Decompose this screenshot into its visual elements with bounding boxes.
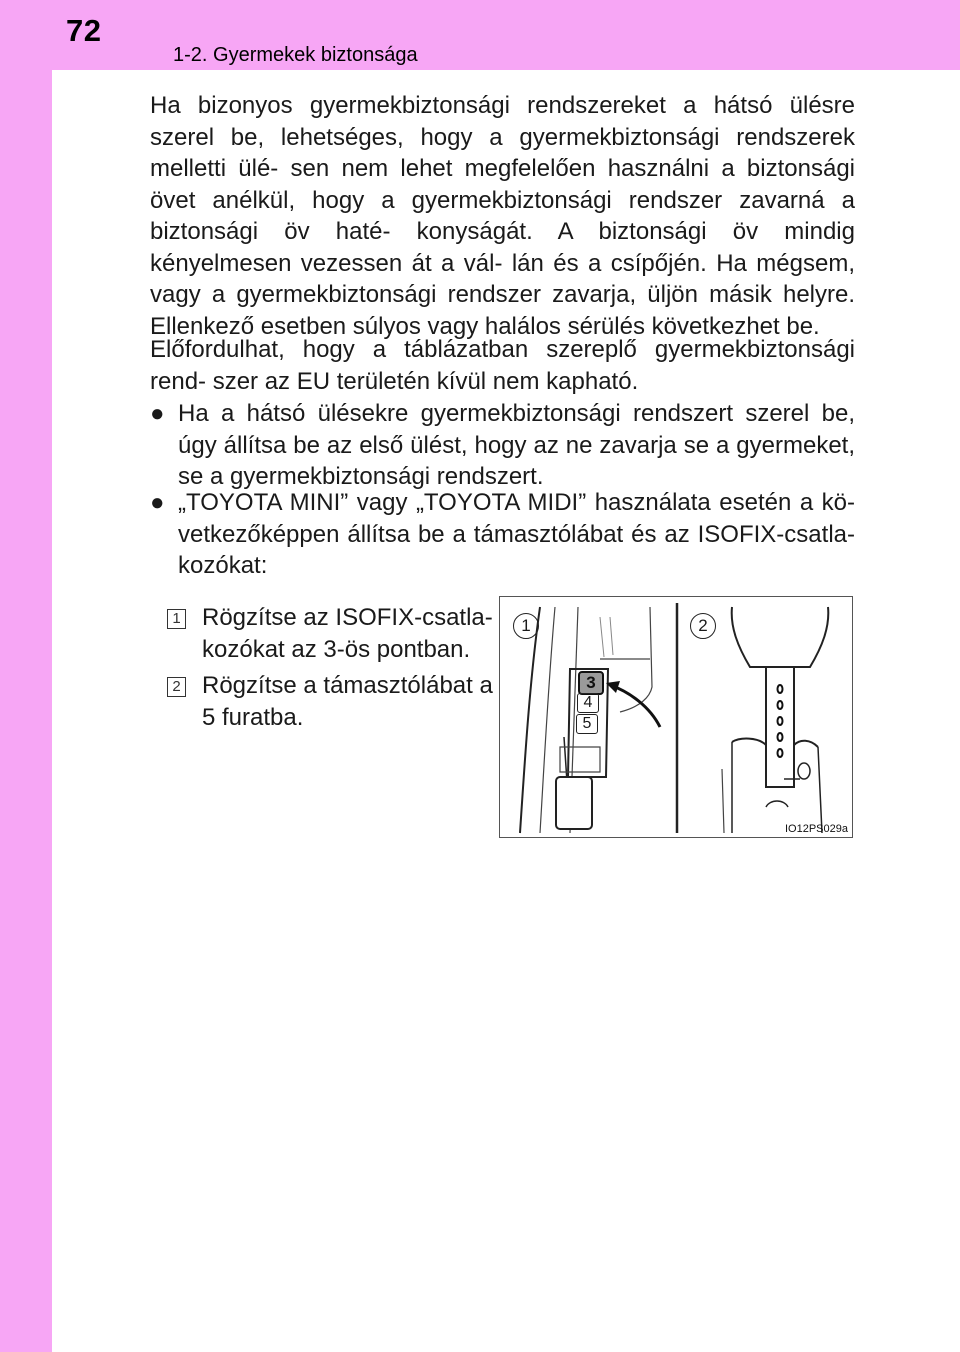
slot-label-3: 3: [578, 671, 604, 695]
page-number: 72: [66, 13, 102, 48]
bullet-toyota-mini-midi: [150, 487, 855, 582]
step-text: Rögzítse az ISOFIX-csatla- kozókat az 3-ös pontban.: [202, 604, 493, 663]
slot-label-4: 4: [577, 693, 599, 713]
bullet-dot-icon: ●: [150, 489, 165, 516]
step-1: [167, 602, 497, 665]
step-text: Rögzítse a támasztólábat a 5 furatba.: [202, 672, 493, 731]
panel-label-2: 2: [690, 613, 716, 639]
section-title: 1-2. Gyermekek biztonsága: [173, 44, 418, 66]
bullet-text: „TOYOTA MINI” vagy „TOYOTA MIDI” használata esetén a kö- vetkezőképpen állítsa be a támasztólábat és az ISOFIX-csatla- kozókat:: [178, 489, 855, 579]
step-number: 1: [167, 609, 186, 629]
slot-label-5: 5: [576, 714, 598, 734]
bullet-text: Ha a hátsó ülésekre gyermekbiztonsági rendszert szerel be, úgy állítsa be az első ülést, hogy az ne zavarja se a gyermeket, se a gyermekbiztonsági rendszert.: [178, 400, 855, 490]
isofix-drawing: [500, 597, 852, 837]
bullet-front-seat: [150, 398, 855, 493]
step-number: 2: [167, 677, 186, 697]
panel-label-1: 1: [513, 613, 539, 639]
paragraph-eu-availability: Előfordulhat, hogy a táblázatban szereplő gyermekbiztonsági rend- szer az EU területén kívül nem kapható.: [150, 336, 855, 395]
bullet-dot-icon: ●: [150, 400, 165, 427]
figure-code: IO12PS029a: [785, 823, 848, 835]
step-2: [167, 670, 497, 733]
paragraph-seatbelt-warning: Ha bizonyos gyermekbiztonsági rendszereket a hátsó ülésre szerel be, lehetséges, hogy a gyermekbiztonsági rendszerek melletti ülé- sen nem lehet megfelelően használni a biztonsági övet anélkül, hogy a gyermekbiztonsági rendszer zavarná a biztonsági öv haté- konyságát. A biztonsági öv mindig kényelmesen vezessen át a vál- lán és a csípőjén. Ha mégsem, vagy a gyermekbiztonsági rendszer zavarja, üljön másik helyre. Ellenkező esetben súlyos vagy halálos sérülés következhet be.: [150, 92, 855, 340]
isofix-illustration: [499, 596, 853, 838]
sidebar-color-band: [0, 0, 52, 1352]
